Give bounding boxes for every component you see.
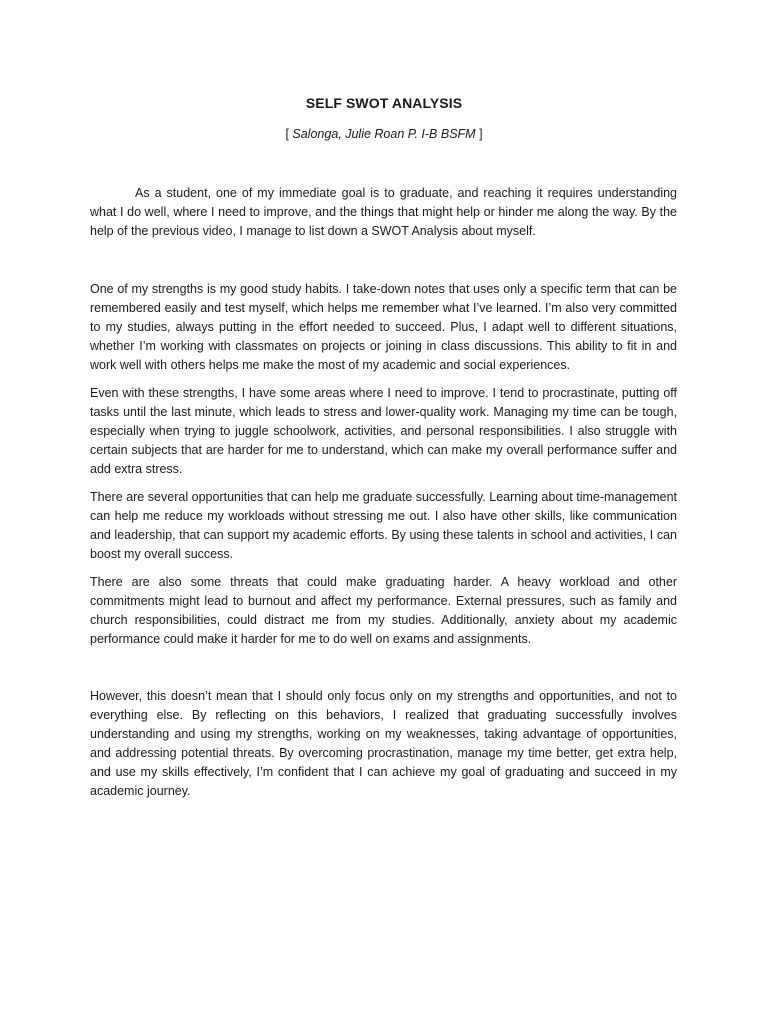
strengths-paragraph: One of my strengths is my good study habits. I take-down notes that uses only a specific term that can be remembered easily and test myself, which helps me remember what I’ve learned. I’m also very committed to my studies, always putting in the effort needed to succeed. Plus, I adapt well to different situations, whether I’m working with classmates on projects or joining in class discussions. This ability to fit in and work well with others helps me make the most of my academic and social experiences. — [90, 282, 677, 372]
conclusion-paragraph: However, this doesn’t mean that I should only focus only on my strengths and opportunities, and not to everything else. By reflecting on this behaviors, I realized that graduating successfully involves understanding and using my strengths, working on my weaknesses, taking advantage of opportunities, and addressing potential threats. By overcoming procrastination, manage my time better, get extra help, and use my skills effectively, I’m confident that I can achieve my goal of graduating and succeed in my academic journey. — [90, 689, 677, 798]
document-title: SELF SWOT ANALYSIS — [305, 95, 463, 111]
subtitle-close-bracket: ] — [475, 127, 483, 141]
author-name: Salonga, Julie Roan P. I-B BSFM — [292, 127, 476, 141]
weaknesses-paragraph: Even with these strengths, I have some areas where I need to improve. I tend to procrastinate, putting off tasks until the last minute, which leads to stress and lower-quality work. Managing my time can be tough, especially when trying to juggle schoolwork, activities, and personal responsibilities. I also struggle with certain subjects that are harder for me to understand, which can make my overall performance suffer and add extra stress. — [90, 386, 677, 476]
opportunities-paragraph: There are several opportunities that can help me graduate successfully. Learning about time-management can help me reduce my workloads without stressing me out. I also have other skills, like communication and leadership, that can support my academic efforts. By using these talents in school and activities, I can boost my overall success. — [90, 490, 677, 561]
document-subtitle — [0, 127, 768, 141]
subtitle-open-bracket: [ — [285, 127, 293, 141]
threats-paragraph: There are also some threats that could make graduating harder. A heavy workload and other commitments might lead to burnout and affect my performance. External pressures, such as family and church responsibilities, could distract me from my studies. Additionally, anxiety about my academic performance could make it harder for me to do well on exams and assignments. — [90, 575, 677, 646]
intro-paragraph: As a student, one of my immediate goal is to graduate, and reaching it requires understanding what I do well, where I need to improve, and the things that might help or hinder me along the way. By the help of the previous video, I manage to list down a SWOT Analysis about myself. — [90, 186, 677, 238]
